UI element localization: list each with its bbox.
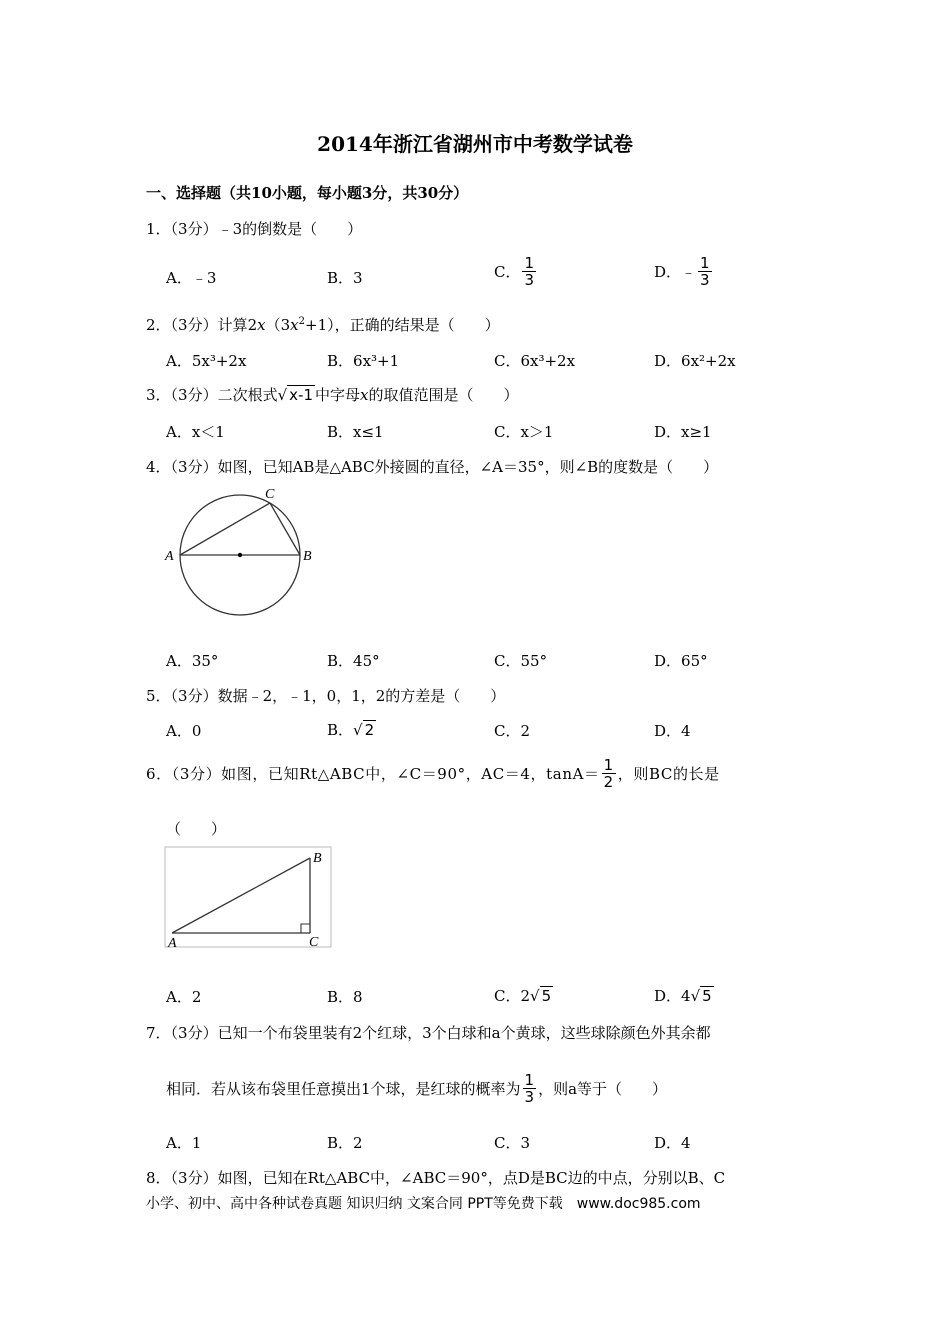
q1-option-c	[494, 255, 538, 288]
label-b: B	[313, 851, 322, 866]
question-8: 8．（3分）如图，已知在Rt△ABC中，∠ABC＝90°，点D是BC边的中点，分别以B、C	[146, 1169, 726, 1187]
label-a: A	[168, 936, 177, 951]
q3-text-a: 3．（3分）二次根式	[146, 386, 278, 404]
question-7-line-1: 7．（3分）已知一个布袋里装有2个红球，3个白球和a个黄球，这些球除颜色外其余都	[146, 1024, 711, 1042]
fraction-denominator: 3	[524, 1088, 535, 1106]
q7-option-c: C．3	[494, 1134, 531, 1152]
q6-option-d-radical: √ 5	[690, 987, 712, 1005]
q4-option-a: A．35°	[166, 652, 219, 670]
q5-option-b	[327, 719, 376, 740]
q6-option-d	[654, 985, 714, 1006]
q4-option-c: C．55°	[494, 652, 548, 670]
q3-option-a: A．x＜1	[166, 423, 225, 441]
q6-text-b: ，则BC的长是	[617, 765, 720, 783]
q5-option-b-label: B．	[327, 721, 354, 739]
q6-answer-blank: （ ）	[166, 820, 227, 838]
fraction-denominator: 3	[700, 271, 710, 289]
label-b: B	[303, 549, 312, 564]
section-heading: 一、选择题（共10小题，每小题3分，共30分）	[146, 184, 469, 202]
q3-option-b: B．x≤1	[327, 423, 384, 441]
q5-radicand: 2	[364, 721, 375, 739]
label-a: A	[165, 549, 174, 564]
side-bc	[270, 503, 300, 555]
q6-option-c-radical: √ 5	[530, 987, 552, 1005]
right-angle-mark	[301, 924, 310, 933]
q2-option-d: D．6x²+2x	[654, 352, 736, 370]
fraction-denominator: 3	[524, 271, 535, 289]
center-point	[238, 553, 242, 557]
q3-text-c: 的取值范围是（ ）	[368, 386, 519, 404]
q5-option-a: A．0	[166, 722, 202, 740]
q6-option-d-label: D．4	[654, 987, 691, 1005]
label-c: C	[309, 935, 319, 950]
q1-option-d-fraction	[698, 255, 712, 288]
q4-option-d: D．65°	[654, 652, 708, 670]
q2-text-b: （3	[265, 316, 291, 334]
fraction-numerator: 1	[524, 1071, 535, 1089]
label-c: C	[265, 487, 275, 502]
q2-text-a: 2．（3分）计算2	[146, 316, 258, 334]
q7-text-b: ，则a等于（ ）	[538, 1080, 668, 1098]
q6-option-d-radicand: 5	[702, 987, 712, 1005]
page-title: 2014年浙江省湖州市中考数学试卷	[317, 132, 633, 156]
q2-option-a: A．5x³+2x	[166, 352, 247, 370]
q6-option-c-radicand: 5	[541, 987, 552, 1005]
q3-option-c: C．x＞1	[494, 423, 554, 441]
q5-option-c: C．2	[494, 722, 531, 740]
q7-text-a: 相同．若从该布袋里任意摸出1个球，是红球的概率为	[166, 1080, 521, 1098]
q2-text-c: +1），正确的结果是（ ）	[305, 316, 500, 334]
q4-option-b: B．45°	[327, 652, 380, 670]
q6-text-a: 6．（3分）如图，已知Rt△ABC中，∠C＝90°，AC＝4，tanA＝	[146, 765, 600, 783]
side-ac	[180, 503, 270, 555]
question-6	[146, 757, 720, 790]
question-2: 2．（3分）计算$2x(3x^2+1)$，正确的结果是（ ）	[146, 316, 500, 334]
q6-option-b: B．8	[327, 988, 363, 1006]
right-triangle-figure	[164, 846, 334, 954]
q1-option-a: A．﹣3	[166, 269, 217, 287]
footer-watermark: 小学、初中、高中各种试卷真题 知识归纳 文案合同 PPT等免费下载 www.doc985.com	[146, 1196, 701, 1212]
q6-option-c-label: C．2	[494, 987, 531, 1005]
circle-triangle-figure	[160, 484, 330, 618]
q3-radicand: x-1	[289, 386, 313, 404]
figure-frame	[165, 847, 331, 947]
q7-fraction	[523, 1072, 537, 1105]
q3-option-d: D．x≥1	[654, 423, 712, 441]
q1-option-c-fraction	[522, 255, 536, 288]
question-1: 1．（3分）﹣3的倒数是（ ）	[146, 220, 363, 238]
q2-option-c: C．6x³+2x	[494, 352, 576, 370]
q1-option-d-label: D．﹣	[654, 263, 697, 281]
question-5: 5．（3分）数据﹣2，﹣1，0，1，2的方差是（ ）	[146, 687, 506, 705]
q6-fraction	[602, 757, 616, 790]
fraction-numerator: 1	[524, 254, 535, 272]
q2-option-b: B．6x³+1	[327, 352, 400, 370]
q7-option-d: D．4	[654, 1134, 691, 1152]
q6-option-a: A．2	[166, 988, 202, 1006]
fraction-numerator: 1	[603, 756, 614, 774]
fraction-denominator: 2	[603, 773, 614, 791]
q7-option-a: A．1	[166, 1134, 202, 1152]
q3-text-b: 中字母	[315, 386, 361, 404]
q1-option-d	[654, 255, 714, 288]
fraction-numerator: 1	[700, 254, 710, 272]
q1-option-c-label: C．	[494, 263, 521, 281]
q5-option-d: D．4	[654, 722, 691, 740]
q1-option-b: B．3	[327, 269, 363, 287]
q5-radical: √ 2	[353, 721, 375, 739]
q7-option-b: B．2	[327, 1134, 363, 1152]
question-7-line-2	[166, 1072, 667, 1105]
question-3: 3．（3分）二次根式√ x-1 中字母x的取值范围是（ ）	[146, 386, 519, 404]
side-ab	[172, 858, 310, 933]
q3-radical: √ x-1	[277, 386, 313, 404]
q6-option-c	[494, 985, 553, 1006]
question-4: 4．（3分）如图，已知AB是△ABC外接圆的直径，∠A＝35°，则∠B的度数是（ ）	[146, 458, 719, 476]
